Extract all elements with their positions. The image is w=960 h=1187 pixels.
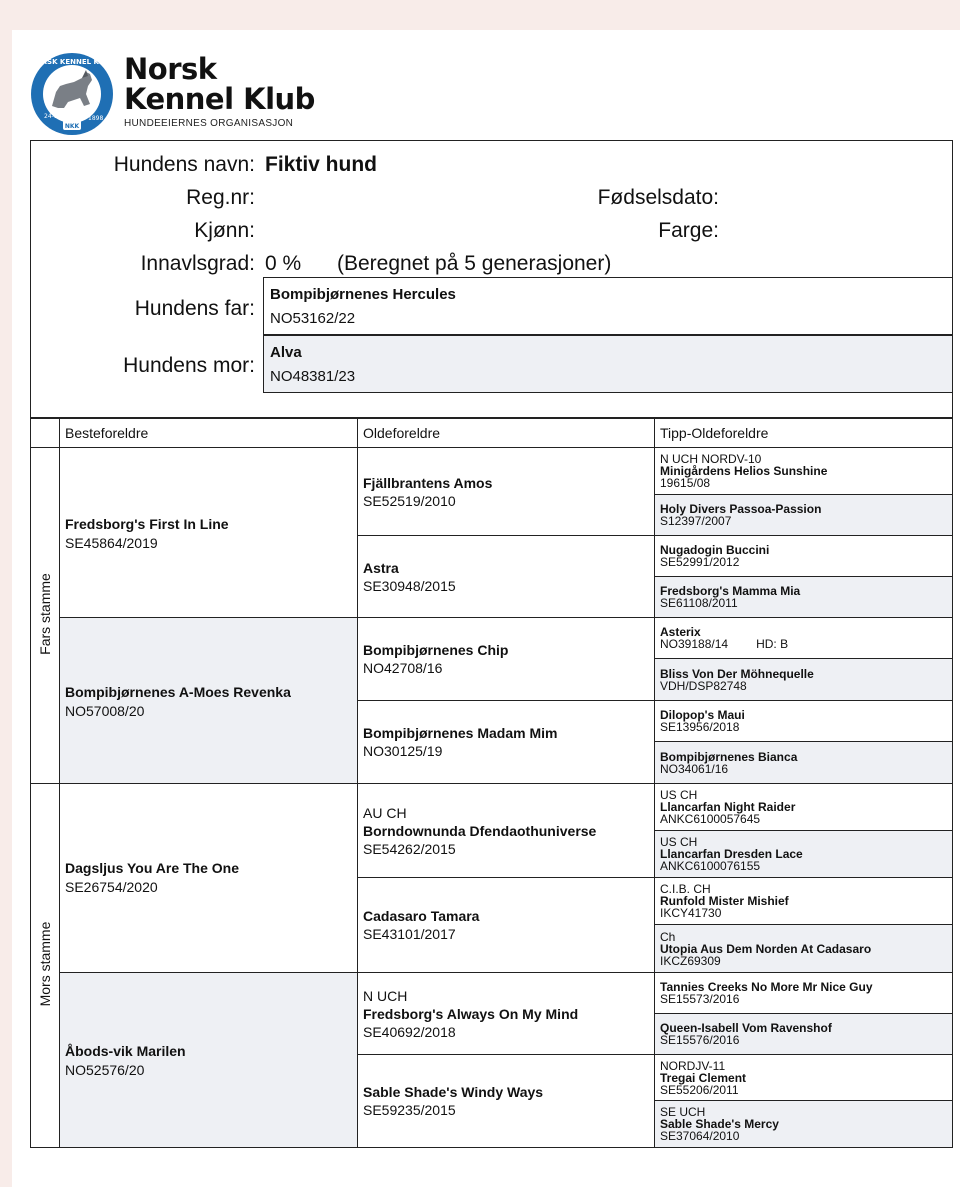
gg-grandparent-reg: SE15573/2016 [660, 992, 740, 1006]
gg-grandparent-14 [654, 1013, 953, 1055]
great-grandparent-name: Fjällbrantens Amos [363, 474, 493, 491]
great-grandparent-8 [357, 1054, 655, 1148]
gg-grandparent-name: Sable Shade's Mercy [660, 1117, 779, 1131]
grandparent-reg: NO57008/20 [65, 703, 145, 719]
gg-grandparent-reg: 19615/08 [660, 476, 711, 490]
father-reg: NO53162/22 [270, 310, 356, 327]
svg-text:24-1: 24-1 [44, 113, 58, 120]
grandparent-name: Bompibjørnenes A-Moes Revenka [65, 684, 291, 700]
birthdate-label: Fødselsdato: [597, 186, 719, 209]
gg-grandparent-name: Llancarfan Night Raider [660, 800, 796, 814]
gg-grandparent-name: Bompibjørnenes Bianca [660, 749, 798, 764]
mother-reg: NO48381/23 [270, 368, 356, 385]
brand-subtitle: HUNDEEIERNES ORGANISASJON [124, 118, 294, 129]
gg-grandparent-reg: IKCY41730 [660, 906, 722, 920]
svg-text:NKK: NKK [64, 123, 80, 130]
great-grandparent-6 [357, 877, 655, 973]
header-gg-grandparents-label: Tipp-Oldeforeldre [660, 425, 769, 441]
great-grandparent-title: N UCH [363, 987, 408, 1004]
header-great-grandparents [357, 418, 655, 448]
father-label: Hundens far: [134, 297, 255, 320]
gg-grandparent-reg: NO34061/16 [660, 761, 729, 776]
header-great-grandparents-label: Oldeforeldre [363, 425, 441, 441]
dog-name: Fiktiv hund [265, 153, 377, 176]
gg-grandparent-title: SE UCH [660, 1105, 706, 1119]
gg-grandparent-name: Nugadogin Buccini [660, 543, 770, 557]
gg-grandparent-name: Minigårdens Helios Sunshine [660, 464, 828, 478]
fars-stamme-cell [30, 447, 60, 784]
gg-grandparent-11 [654, 877, 953, 925]
gg-grandparent-3 [654, 535, 953, 577]
great-grandparent-name: Bompibjørnenes Madam Mim [363, 725, 558, 741]
gg-grandparent-name: Tregai Clement [660, 1070, 747, 1085]
gg-grandparent-8 [654, 741, 953, 784]
grandparent-4 [59, 972, 358, 1148]
great-grandparent-name: Borndownunda Dfendaothuniverse [363, 822, 597, 839]
color-label: Farge: [658, 219, 719, 242]
mother-label: Hundens mor: [123, 354, 255, 377]
inbreeding-label: Innavlsgrad: [140, 252, 255, 275]
name-label: Hundens navn: [113, 153, 255, 176]
great-grandparent-reg: SE54262/2015 [363, 840, 456, 857]
gg-grandparent-name: Asterix [660, 625, 701, 639]
gg-grandparent-16 [654, 1100, 953, 1148]
gg-grandparent-name: Dilopop's Maui [660, 708, 745, 722]
grandparent-name: Dagsljus You Are The One [65, 860, 240, 876]
gg-grandparent-13 [654, 972, 953, 1014]
svg-text:1898: 1898 [88, 115, 104, 122]
gg-grandparent-name: Holy Divers Passoa-Passion [660, 502, 822, 516]
great-grandparent-2 [357, 535, 655, 618]
great-grandparent-reg: SE30948/2015 [363, 577, 456, 594]
gg-grandparent-10 [654, 830, 953, 878]
great-grandparent-name: Cadasaro Tamara [363, 908, 480, 924]
gg-grandparent-name: Tannies Creeks No More Mr Nice Guy [660, 980, 873, 994]
great-grandparent-reg: SE59235/2015 [363, 1102, 456, 1118]
great-grandparent-7 [357, 972, 655, 1055]
gg-grandparent-hd: HD: B [756, 637, 789, 651]
great-grandparent-reg: NO42708/16 [363, 660, 443, 676]
gg-grandparent-reg: NO39188/14 [660, 637, 729, 651]
great-grandparent-reg: SE43101/2017 [363, 926, 456, 942]
gg-grandparent-reg: IKCZ69309 [660, 953, 721, 968]
gg-grandparent-title: US CH [660, 788, 698, 802]
grandparent-3 [59, 783, 358, 973]
mother-name: Alva [270, 344, 302, 361]
mother-box [263, 335, 953, 393]
brand-line2: Kennel Klub [124, 82, 315, 116]
fars-stamme-label: Fars stamme [37, 573, 53, 655]
grandparent-2 [59, 617, 358, 784]
gg-grandparent-name: Queen-Isabell Vom Ravenshof [660, 1021, 832, 1035]
gg-grandparent-12 [654, 924, 953, 973]
great-grandparent-5 [357, 783, 655, 878]
gg-grandparent-reg: SE52991/2012 [660, 555, 740, 569]
mors-stamme-label: Mors stamme [37, 921, 53, 1007]
grandparent-reg: SE26754/2020 [65, 879, 158, 895]
gg-grandparent-reg: VDH/DSP82748 [660, 678, 747, 693]
great-grandparent-reg: SE40692/2018 [363, 1023, 456, 1040]
gg-grandparent-15 [654, 1054, 953, 1101]
gg-grandparent-reg: SE55206/2011 [660, 1082, 739, 1097]
brand [124, 54, 315, 129]
gg-grandparent-title: Ch [660, 929, 676, 944]
great-grandparent-3 [357, 617, 655, 701]
regnr-label: Reg.nr: [186, 186, 255, 209]
gg-grandparent-name: Utopia Aus Dem Norden At Cadasaro [660, 941, 872, 956]
gg-grandparent-reg: ANKC6100057645 [660, 812, 761, 826]
gg-grandparent-name: Bliss Von Der Möhnequelle [660, 666, 814, 681]
inbreeding-value: 0 % [265, 252, 302, 275]
inbreeding-note: (Beregnet på 5 generasjoner) [337, 252, 612, 275]
mors-stamme-cell [30, 783, 60, 1148]
sex-label: Kjønn: [194, 219, 255, 242]
gg-grandparent-5 [654, 617, 953, 659]
great-grandparent-name: Astra [363, 559, 399, 576]
nkk-logo [30, 48, 114, 138]
great-grandparent-name: Sable Shade's Windy Ways [363, 1084, 544, 1100]
gg-grandparent-reg: SE37064/2010 [660, 1129, 740, 1143]
header-gg-grandparents [654, 418, 953, 448]
gg-grandparent-reg: ANKC6100076155 [660, 859, 761, 873]
brand-line1: Norsk [124, 52, 217, 86]
gg-grandparent-7 [654, 700, 953, 742]
great-grandparent-name: Bompibjørnenes Chip [363, 642, 509, 658]
gg-grandparent-reg: S12397/2007 [660, 514, 732, 528]
svg-text:NORSK KENNEL KLUB: NORSK KENNEL KLUB [30, 58, 114, 66]
great-grandparent-title: AU CH [363, 804, 407, 821]
gg-grandparent-name: Fredsborg's Mamma Mia [660, 584, 801, 598]
great-grandparent-4 [357, 700, 655, 784]
gg-grandparent-4 [654, 576, 953, 618]
header-corner [30, 418, 60, 448]
great-grandparent-reg: NO30125/19 [363, 743, 443, 759]
header-grandparents-label: Besteforeldre [65, 425, 149, 441]
great-grandparent-reg: SE52519/2010 [363, 492, 456, 509]
father-box [263, 277, 953, 335]
grandparent-reg: SE45864/2019 [65, 535, 158, 551]
gg-grandparent-name: Llancarfan Dresden Lace [660, 847, 803, 861]
gg-grandparent-name: Runfold Mister Mishief [660, 894, 789, 908]
gg-grandparent-6 [654, 658, 953, 701]
header-grandparents [59, 418, 358, 448]
gg-grandparent-1 [654, 447, 953, 495]
great-grandparent-name: Fredsborg's Always On My Mind [363, 1005, 579, 1022]
grandparent-name: Åbods-vik Marilen [65, 1043, 186, 1059]
gg-grandparent-9 [654, 783, 953, 831]
gg-grandparent-title: US CH [660, 835, 698, 849]
grandparent-name: Fredsborg's First In Line [65, 516, 229, 532]
gg-grandparent-reg: SE15576/2016 [660, 1033, 740, 1047]
great-grandparent-1 [357, 447, 655, 536]
grandparent-1 [59, 447, 358, 618]
gg-grandparent-title: NORDJV-11 [660, 1058, 726, 1073]
gg-grandparent-title: N UCH NORDV-10 [660, 452, 762, 466]
gg-grandparent-reg: SE13956/2018 [660, 720, 740, 734]
grandparent-reg: NO52576/20 [65, 1062, 145, 1078]
father-name: Bompibjørnenes Hercules [270, 286, 456, 303]
gg-grandparent-2 [654, 494, 953, 536]
gg-grandparent-title: C.I.B. CH [660, 882, 711, 896]
gg-grandparent-reg: SE61108/2011 [660, 596, 738, 610]
